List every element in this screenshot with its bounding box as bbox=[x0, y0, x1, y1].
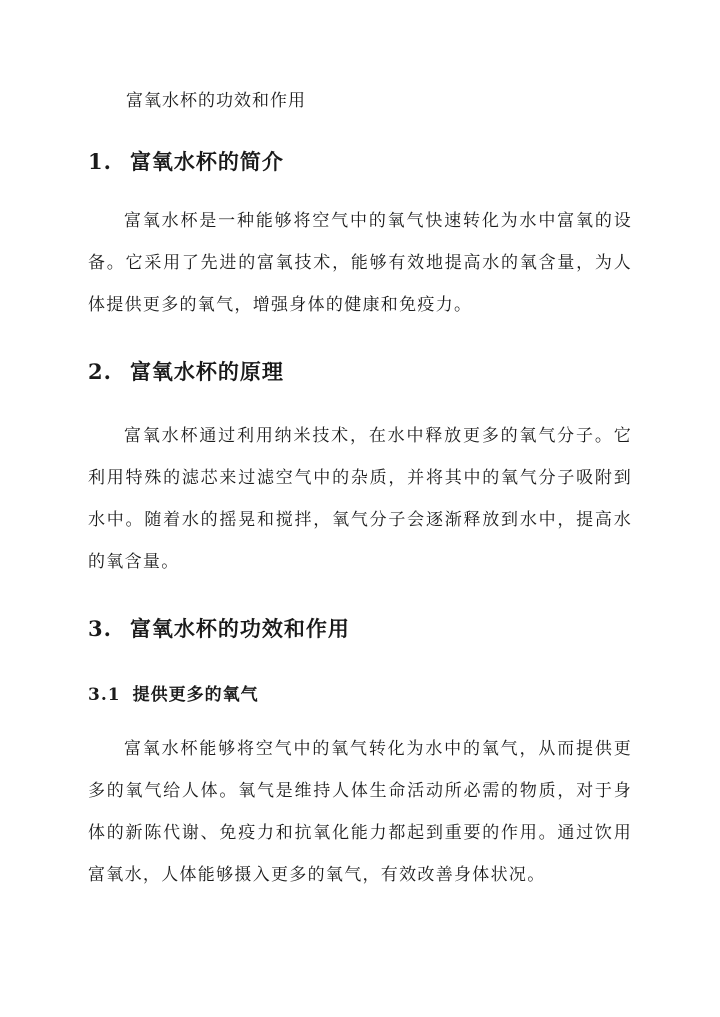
section-1-heading bbox=[88, 146, 284, 176]
section-2-title: 富氧水杯的原理 bbox=[129, 359, 284, 384]
document-title: 富氧水杯的功效和作用 bbox=[126, 91, 306, 111]
section-3-heading bbox=[88, 613, 350, 643]
subsection-3-1-number: 3.1 bbox=[88, 685, 121, 705]
section-2-heading bbox=[88, 356, 284, 386]
subsection-3-1-paragraph: 富氧水杯能够将空气中的氧气转化为水中的氧气，从而提供更多的氧气给人体。氧气是维持人体生命活动所必需的物质，对于身体的新陈代谢、免疫力和抗氧化能力都起到重要的作用。通过饮用富氧水，人体能够摄入更多的氧气，有效改善身体状况。 bbox=[88, 739, 632, 885]
section-2-paragraph: 富氧水杯通过利用纳米技术，在水中释放更多的氧气分子。它利用特殊的滤芯来过滤空气中的杂质，并将其中的氧气分子吸附到水中。随着水的摇晃和搅拌，氧气分子会逐渐释放到水中，提高水的氧含量。 bbox=[88, 426, 632, 572]
section-3-number: 3. bbox=[88, 616, 112, 641]
section-3-title: 富氧水杯的功效和作用 bbox=[129, 616, 350, 641]
section-1-paragraph: 富氧水杯是一种能够将空气中的氧气快速转化为水中富氧的设备。它采用了先进的富氧技术，能够有效地提高水的氧含量，为人体提供更多的氧气，增强身体的健康和免疫力。 bbox=[88, 211, 632, 315]
section-1-title: 富氧水杯的简介 bbox=[129, 149, 284, 174]
section-2-number: 2. bbox=[88, 359, 112, 384]
subsection-3-1-heading bbox=[88, 680, 259, 705]
subsection-3-1-title: 提供更多的氧气 bbox=[132, 685, 259, 705]
section-1-number: 1. bbox=[88, 149, 112, 174]
